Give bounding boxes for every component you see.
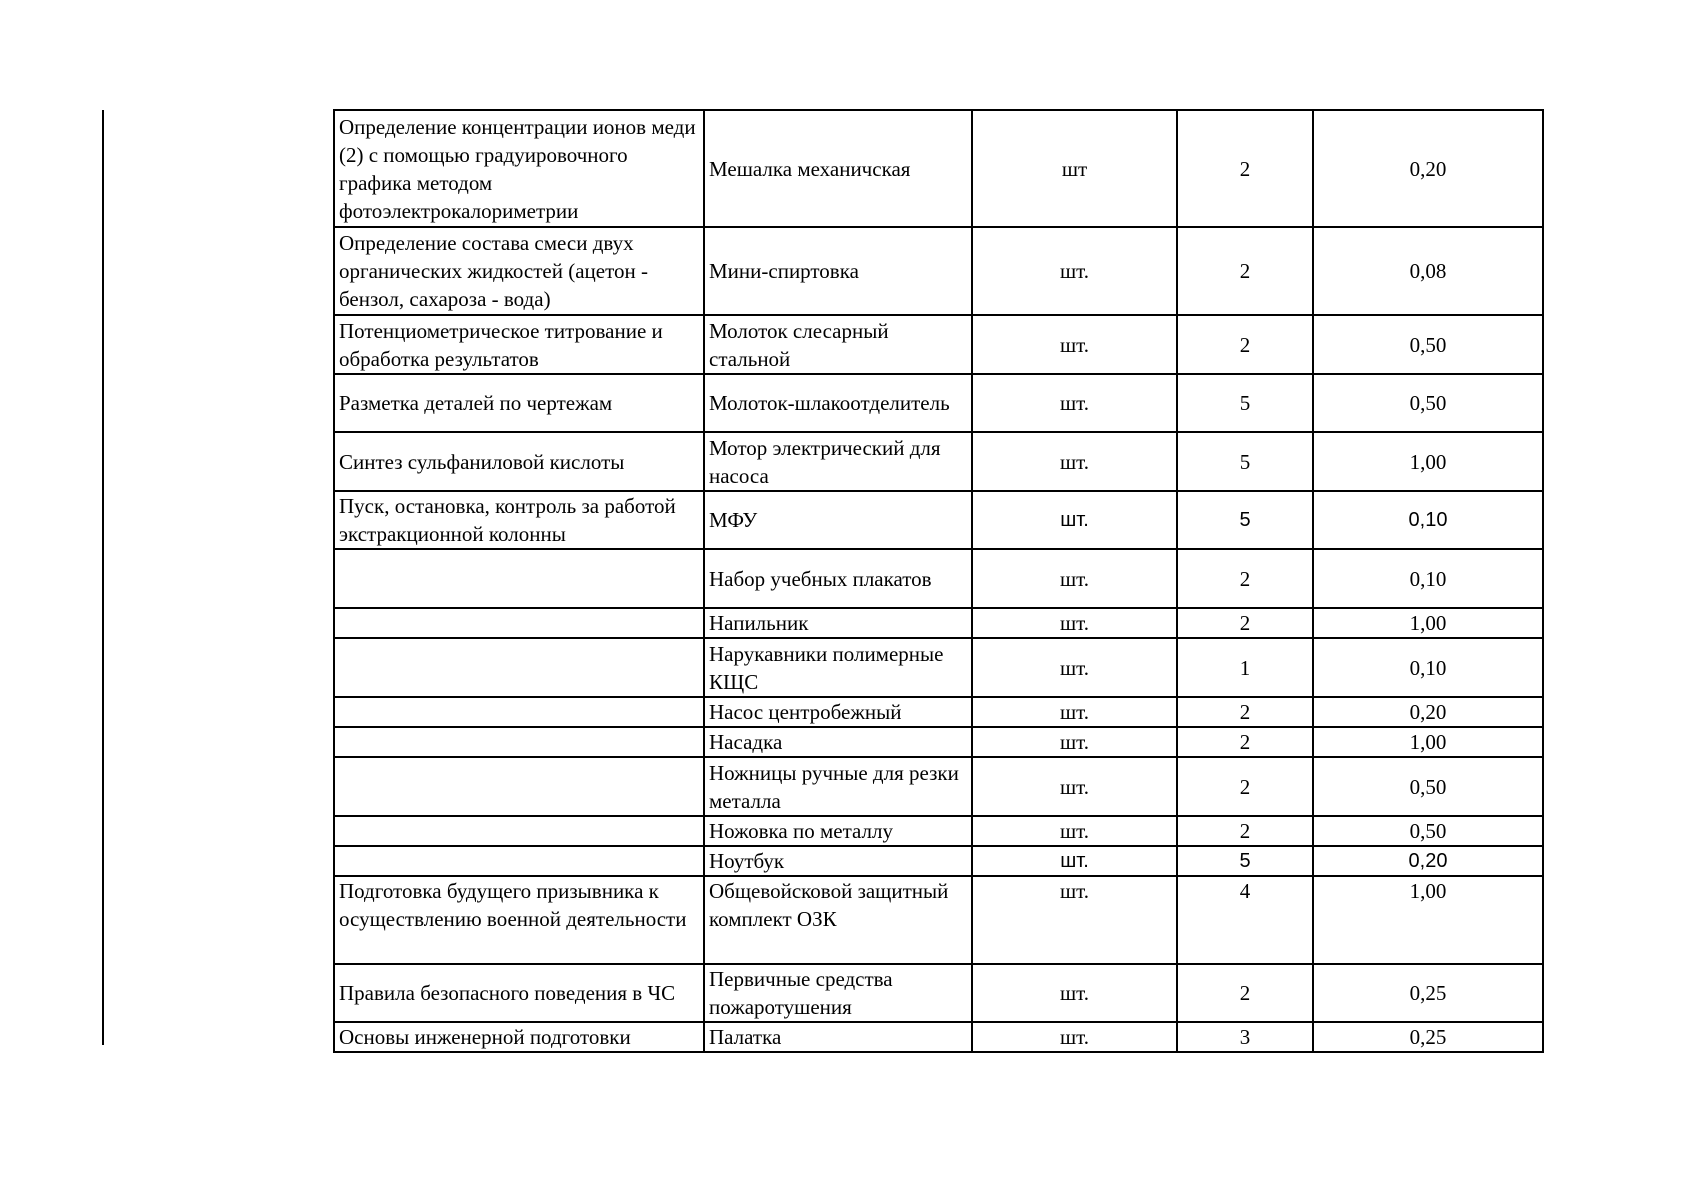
unit-cell: шт.: [972, 432, 1177, 491]
table-row: [334, 110, 1543, 227]
qty-cell: 2: [1177, 549, 1313, 608]
work-cell: Разметка деталей по чертежам: [334, 374, 704, 432]
item-cell: Нарукавники полимерные КЩС: [704, 638, 972, 697]
unit-cell: шт.: [972, 816, 1177, 846]
item-cell: Насос центробежный: [704, 697, 972, 727]
table-row: [334, 227, 1543, 315]
qty-cell: 5: [1177, 432, 1313, 491]
qty-cell: 2: [1177, 697, 1313, 727]
unit-cell: шт.: [972, 608, 1177, 638]
norm-cell: 1,00: [1313, 432, 1543, 491]
qty-cell: 2: [1177, 110, 1313, 227]
work-cell: Подготовка будущего призывника к осуществлению военной деятельности: [334, 876, 704, 964]
unit-cell: шт.: [972, 846, 1177, 876]
table-row: [334, 876, 1543, 964]
qty-cell: 5: [1177, 491, 1313, 549]
norm-cell: 0,20: [1313, 110, 1543, 227]
norm-cell: 1,00: [1313, 727, 1543, 757]
table-row: [334, 315, 1543, 374]
table-row: [334, 846, 1543, 876]
qty-cell: 2: [1177, 227, 1313, 315]
qty-cell: 2: [1177, 315, 1313, 374]
item-cell: Палатка: [704, 1022, 972, 1052]
table-row: [334, 816, 1543, 846]
norm-cell: 0,08: [1313, 227, 1543, 315]
qty-cell: 1: [1177, 638, 1313, 697]
norm-cell: 0,20: [1313, 846, 1543, 876]
table-row: [334, 608, 1543, 638]
left-margin-line: [102, 110, 104, 1045]
unit-cell: шт.: [972, 374, 1177, 432]
unit-cell: шт.: [972, 638, 1177, 697]
norm-cell: 0,10: [1313, 549, 1543, 608]
norm-cell: 0,25: [1313, 1022, 1543, 1052]
work-cell: [334, 608, 704, 638]
norm-cell: 0,10: [1313, 638, 1543, 697]
norm-cell: 0,50: [1313, 757, 1543, 816]
unit-cell: шт.: [972, 964, 1177, 1022]
qty-cell: 2: [1177, 608, 1313, 638]
norm-cell: 1,00: [1313, 876, 1543, 964]
table-row: [334, 374, 1543, 432]
norm-cell: 0,10: [1313, 491, 1543, 549]
qty-cell: 5: [1177, 374, 1313, 432]
table-row: [334, 1022, 1543, 1052]
table-row: [334, 697, 1543, 727]
unit-cell: шт.: [972, 876, 1177, 964]
qty-cell: 3: [1177, 1022, 1313, 1052]
work-cell: Пуск, остановка, контроль за работой экстракционной колонны: [334, 491, 704, 549]
work-cell: Синтез сульфаниловой кислоты: [334, 432, 704, 491]
qty-cell: 5: [1177, 846, 1313, 876]
work-cell: Потенциометрическое титрование и обработка результатов: [334, 315, 704, 374]
item-cell: Первичные средства пожаротушения: [704, 964, 972, 1022]
work-cell: Определение концентрации ионов меди (2) с помощью градуировочного графика методом фотоэлектрокалориметрии: [334, 110, 704, 227]
table-row: [334, 491, 1543, 549]
norm-cell: 0,50: [1313, 374, 1543, 432]
work-cell: [334, 727, 704, 757]
unit-cell: шт.: [972, 549, 1177, 608]
unit-cell: шт.: [972, 727, 1177, 757]
norm-cell: 0,20: [1313, 697, 1543, 727]
qty-cell: 2: [1177, 727, 1313, 757]
qty-cell: 2: [1177, 757, 1313, 816]
equipment-table: [333, 109, 1544, 1053]
item-cell: МФУ: [704, 491, 972, 549]
unit-cell: шт.: [972, 491, 1177, 549]
norm-cell: 1,00: [1313, 608, 1543, 638]
item-cell: Насадка: [704, 727, 972, 757]
norm-cell: 0,50: [1313, 315, 1543, 374]
work-cell: [334, 697, 704, 727]
qty-cell: 2: [1177, 964, 1313, 1022]
table-row: [334, 964, 1543, 1022]
unit-cell: шт.: [972, 227, 1177, 315]
item-cell: Ножницы ручные для резки металла: [704, 757, 972, 816]
item-cell: Общевойсковой защитный комплект ОЗК: [704, 876, 972, 964]
norm-cell: 0,25: [1313, 964, 1543, 1022]
unit-cell: шт.: [972, 757, 1177, 816]
norm-cell: 0,50: [1313, 816, 1543, 846]
work-cell: [334, 549, 704, 608]
work-cell: Определение состава смеси двух органических жидкостей (ацетон - бензол, сахароза - вода): [334, 227, 704, 315]
qty-cell: 2: [1177, 816, 1313, 846]
work-cell: [334, 757, 704, 816]
table-row: [334, 727, 1543, 757]
unit-cell: шт.: [972, 315, 1177, 374]
work-cell: [334, 846, 704, 876]
unit-cell: шт.: [972, 697, 1177, 727]
work-cell: Правила безопасного поведения в ЧС: [334, 964, 704, 1022]
item-cell: Ноутбук: [704, 846, 972, 876]
qty-cell: 4: [1177, 876, 1313, 964]
work-cell: [334, 638, 704, 697]
item-cell: Ножовка по металлу: [704, 816, 972, 846]
item-cell: Молоток-шлакоотделитель: [704, 374, 972, 432]
table-row: [334, 432, 1543, 491]
item-cell: Мини-спиртовка: [704, 227, 972, 315]
item-cell: Молоток слесарный стальной: [704, 315, 972, 374]
item-cell: Напильник: [704, 608, 972, 638]
table-row: [334, 549, 1543, 608]
unit-cell: шт.: [972, 1022, 1177, 1052]
table-row: [334, 757, 1543, 816]
item-cell: Мотор электрический для насоса: [704, 432, 972, 491]
table-row: [334, 638, 1543, 697]
work-cell: [334, 816, 704, 846]
unit-cell: шт: [972, 110, 1177, 227]
item-cell: Набор учебных плакатов: [704, 549, 972, 608]
work-cell: Основы инженерной подготовки: [334, 1022, 704, 1052]
item-cell: Мешалка механичская: [704, 110, 972, 227]
